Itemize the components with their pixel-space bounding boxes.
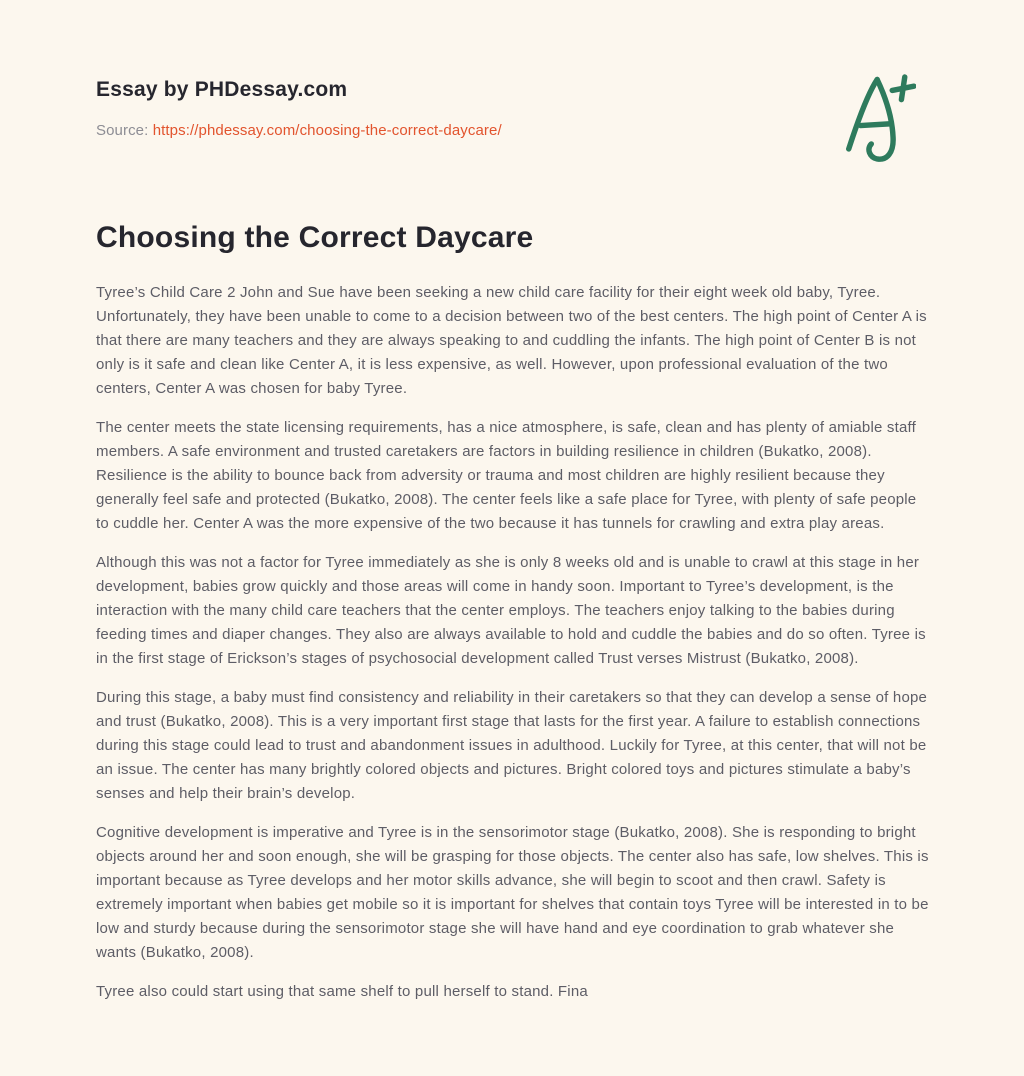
page-header <box>96 0 932 139</box>
source-url-link[interactable]: https://phdessay.com/choosing-the-correct-daycare/ <box>152 122 502 139</box>
phdessay-logo-icon <box>840 72 916 164</box>
essay-paragraph-6: Tyree also could start using that same shelf to pull herself to stand. Fina <box>96 983 588 1000</box>
essay-paragraph-5: Cognitive development is imperative and Tyree is in the sensorimotor stage (Bukatko, 2008). She is responding to bright objects around her and soon enough, she will be grasping for those objects. The center also has safe, low shelves. This is important because as Tyree develops and her motor skills advance, she will begin to scoot and then crawl. Safety is extremely important when babies get mobile so it is important for shelves that contain toys Tyree will be interested in to be low and sturdy because during the sensorimotor stage she will have hand and eye coordination to grab whatever she wants (Bukatko, 2008). <box>96 824 929 961</box>
essay-content <box>96 221 932 1004</box>
source-line <box>96 122 932 139</box>
essay-paragraph-4: During this stage, a baby must find consistency and reliability in their caretakers so that they can develop a sense of hope and trust (Bukatko, 2008). This is a very important first stage that lasts for the first year. A failure to establish connections during this stage could lead to trust and abandonment issues in adulthood. Luckily for Tyree, at this center, that will not be an issue. The center has many brightly colored objects and pictures. Bright colored toys and pictures stimulate a baby’s senses and help their brain’s develop. <box>96 689 928 802</box>
source-label: Source: <box>96 122 149 139</box>
essay-paragraph-3: Although this was not a factor for Tyree immediately as she is only 8 weeks old and is unable to crawl at this stage in her development, babies grow quickly and those areas will come in handy soon. Important to Tyree’s development, is the interaction with the many child care teachers that the center employs. The teachers enjoy talking to the babies during feeding times and diaper changes. They also are always available to hold and cuddle the babies and do so often. Tyree is in the first stage of Erickson’s stages of psychosocial development called Trust verses Mistrust (Bukatko, 2008). <box>96 554 926 667</box>
essay-title: Choosing the Correct Daycare <box>96 221 534 254</box>
essay-paragraph-2: The center meets the state licensing requirements, has a nice atmosphere, is safe, clean and has plenty of amiable staff members. A safe environment and trusted caretakers are factors in building resilience in children (Bukatko, 2008). Resilience is the ability to bounce back from adversity or trauma and most children are highly resilient because they generally feel safe and protected (Bukatko, 2008). The center feels like a safe place for Tyree, with plenty of safe people to cuddle her. Center A was the more expensive of the two because it has tunnels for crawling and extra play areas. <box>96 419 917 532</box>
essay-paragraph-1: Tyree’s Child Care 2 John and Sue have been seeking a new child care facility for their eight week old baby, Tyree. Unfortunately, they have been unable to come to a decision between two of the best centers. The high point of Center A is that there are many teachers and they are always speaking to and cuddling the infants. The high point of Center B is not only is it safe and clean like Center A, it is less expensive, as well. However, upon professional evaluation of the two centers, Center A was chosen for baby Tyree. <box>96 284 927 397</box>
essay-byline: Essay by PHDessay.com <box>96 78 348 101</box>
